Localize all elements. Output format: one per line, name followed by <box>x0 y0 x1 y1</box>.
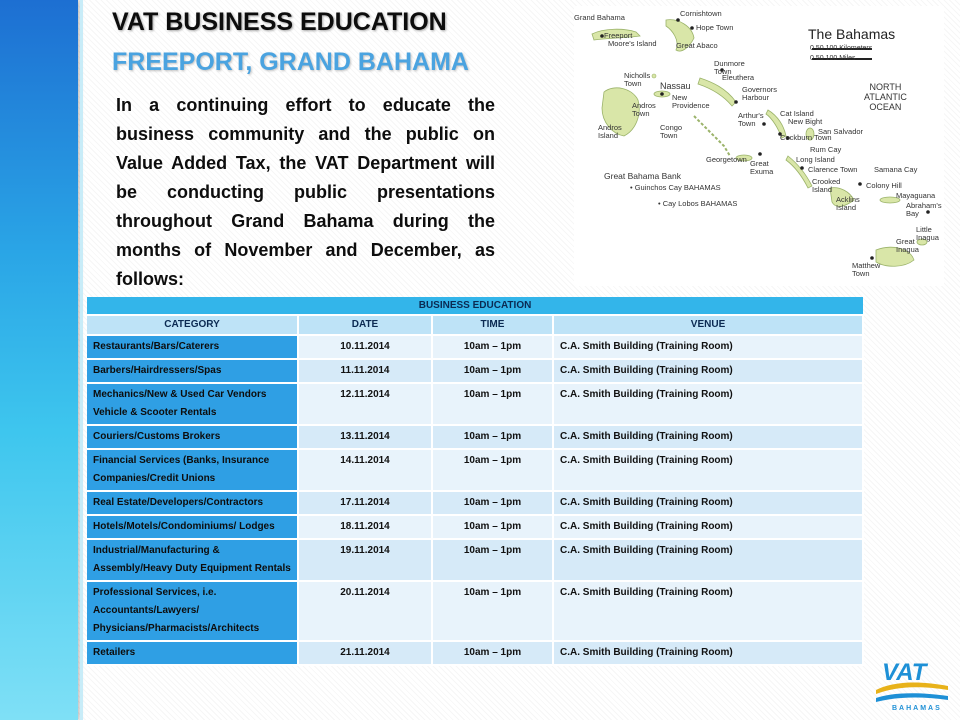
cell-date: 18.11.2014 <box>298 515 432 539</box>
cell-date: 20.11.2014 <box>298 581 432 641</box>
table-row <box>87 383 863 425</box>
map-label-governors: Governors Harbour <box>742 85 778 102</box>
map-label-cat: Cat Island <box>780 109 814 118</box>
map-label-cornishtown: Cornishtown <box>680 9 722 18</box>
intro-paragraph: In a continuing effort to educate the business community and the public on Value Added Tax, the VAT Department will be conducting public presentations throughout Grand Bahama during the months of November and December, as follows: <box>116 95 495 289</box>
map-label-nassau: Nassau <box>660 81 691 91</box>
cell-category: Financial Services (Banks, Insurance Companies/Credit Unions <box>87 449 298 491</box>
cell-date: 13.11.2014 <box>298 425 432 449</box>
cell-venue: C.A. Smith Building (Training Room) <box>553 335 863 359</box>
cell-venue: C.A. Smith Building (Training Room) <box>553 383 863 425</box>
map-label-dunmore: Dunmore Town <box>714 59 745 76</box>
cell-category: Restaurants/Bars/Caterers <box>87 335 298 359</box>
cell-category: Real Estate/Developers/Contractors <box>87 491 298 515</box>
cell-time: 10am – 1pm <box>432 491 553 515</box>
map-scale-km: 0 50 100 Kilometers <box>810 45 873 52</box>
map-label-acklins: Acklins Island <box>836 195 860 212</box>
map-label-nicholls: Nicholls Town <box>624 71 651 88</box>
map-graphic <box>574 6 944 286</box>
table-caption-row <box>87 297 863 315</box>
table-row <box>87 515 863 539</box>
map-label-colonyhill: Colony Hill <box>866 181 902 190</box>
cell-venue: C.A. Smith Building (Training Room) <box>553 449 863 491</box>
schedule-table-container <box>87 297 863 666</box>
table-row <box>87 539 863 581</box>
map-label-samana: Samana Cay <box>874 165 918 174</box>
cell-time: 10am – 1pm <box>432 383 553 425</box>
vat-logo-graphic <box>872 652 952 712</box>
logo-text: VAT <box>882 659 927 686</box>
table-header-row <box>87 315 863 335</box>
map-label-abaco: Great Abaco <box>676 41 718 50</box>
cell-date: 10.11.2014 <box>298 335 432 359</box>
cell-time: 10am – 1pm <box>432 359 553 383</box>
cell-date: 21.11.2014 <box>298 641 432 665</box>
vat-bahamas-logo <box>872 652 952 712</box>
map-label-mayaguana: Mayaguana <box>896 191 936 200</box>
map-label-little-inagua: Little Inagua <box>916 225 939 242</box>
map-label-andros: Andros Island <box>598 123 622 140</box>
cell-time: 10am – 1pm <box>432 425 553 449</box>
header-time: TIME <box>432 315 553 335</box>
map-label-crooked: Crooked Island <box>812 177 841 194</box>
cell-venue: C.A. Smith Building (Training Room) <box>553 641 863 665</box>
map-label-georgetown: Georgetown <box>706 155 747 164</box>
cell-category: Hotels/Motels/Condominiums/ Lodges <box>87 515 298 539</box>
map-label-abraham: Abraham's Bay <box>906 201 942 218</box>
cell-category: Barbers/Hairdressers/Spas <box>87 359 298 383</box>
map-label-newprov: New Providence <box>672 93 710 110</box>
left-accent-bar <box>0 0 78 720</box>
bahamas-map <box>574 6 944 286</box>
cell-date: 14.11.2014 <box>298 449 432 491</box>
map-label-exuma: Great Exuma <box>750 159 774 176</box>
map-label-freeport: Freeport <box>604 31 633 40</box>
map-label-moores: Moore's Island <box>608 39 657 48</box>
map-label-grand-bahama: Grand Bahama <box>574 13 625 22</box>
map-scale-mi: 0 50 100 Miles <box>810 55 856 62</box>
cell-category: Mechanics/New & Used Car Vendors Vehicle & Scooter Rentals <box>87 383 298 425</box>
left-accent-line <box>80 0 83 720</box>
cell-venue: C.A. Smith Building (Training Room) <box>553 581 863 641</box>
cell-category: Industrial/Manufacturing & Assembly/Heavy Duty Equipment Rentals <box>87 539 298 581</box>
map-label-great-inagua: Great Inagua <box>896 237 919 254</box>
cell-date: 12.11.2014 <box>298 383 432 425</box>
cell-time: 10am – 1pm <box>432 449 553 491</box>
cell-category: Couriers/Customs Brokers <box>87 425 298 449</box>
cell-date: 17.11.2014 <box>298 491 432 515</box>
map-label-newbight: New Bight <box>788 117 823 126</box>
map-label-hopetown: Hope Town <box>696 23 734 32</box>
map-label-eleuthera: Eleuthera <box>722 73 755 82</box>
table-row <box>87 449 863 491</box>
map-label-matthew: Matthew Town <box>852 261 881 278</box>
page-subtitle: FREEPORT, GRAND BAHAMA <box>112 48 469 76</box>
logo-subtext: BAHAMAS <box>892 705 942 712</box>
cell-time: 10am – 1pm <box>432 641 553 665</box>
table-row <box>87 491 863 515</box>
map-label-bank: Great Bahama Bank <box>604 171 682 181</box>
cell-time: 10am – 1pm <box>432 539 553 581</box>
cell-venue: C.A. Smith Building (Training Room) <box>553 359 863 383</box>
map-label-arthurs: Arthur's Town <box>738 111 764 128</box>
map-label-congo: Congo Town <box>660 123 683 140</box>
map-label-andros-town: Andros Town <box>632 101 656 118</box>
table-row <box>87 335 863 359</box>
cell-category: Retailers <box>87 641 298 665</box>
cell-date: 19.11.2014 <box>298 539 432 581</box>
table-caption: BUSINESS EDUCATION <box>87 297 863 315</box>
cell-venue: C.A. Smith Building (Training Room) <box>553 425 863 449</box>
table-row <box>87 641 863 665</box>
map-ocean-label: NORTH ATLANTIC OCEAN <box>864 82 907 112</box>
table-row <box>87 359 863 383</box>
cell-venue: C.A. Smith Building (Training Room) <box>553 491 863 515</box>
map-label-clarence: Clarence Town <box>808 165 858 174</box>
cell-time: 10am – 1pm <box>432 335 553 359</box>
cell-time: 10am – 1pm <box>432 515 553 539</box>
header-date: DATE <box>298 315 432 335</box>
header-category: CATEGORY <box>87 315 298 335</box>
map-label-rumcay: Rum Cay <box>810 145 842 154</box>
table-row <box>87 425 863 449</box>
map-label-sansal: San Salvador <box>818 127 864 136</box>
map-label-guinchos: • Guinchos Cay BAHAMAS <box>630 183 721 192</box>
page-title: VAT BUSINESS EDUCATION <box>112 8 447 36</box>
map-title: The Bahamas <box>808 26 896 42</box>
cell-date: 11.11.2014 <box>298 359 432 383</box>
cell-venue: C.A. Smith Building (Training Room) <box>553 539 863 581</box>
map-label-caylobos: • Cay Lobos BAHAMAS <box>658 199 738 208</box>
header-venue: VENUE <box>553 315 863 335</box>
cell-category: Professional Services, i.e. Accountants/Lawyers/ Physicians/Pharmacists/Architects <box>87 581 298 641</box>
map-label-longisland: Long Island <box>796 155 835 164</box>
map-label-cockburn: Cockburn Town <box>780 133 832 142</box>
table-row <box>87 581 863 641</box>
cell-time: 10am – 1pm <box>432 581 553 641</box>
schedule-table <box>87 297 864 666</box>
cell-venue: C.A. Smith Building (Training Room) <box>553 515 863 539</box>
